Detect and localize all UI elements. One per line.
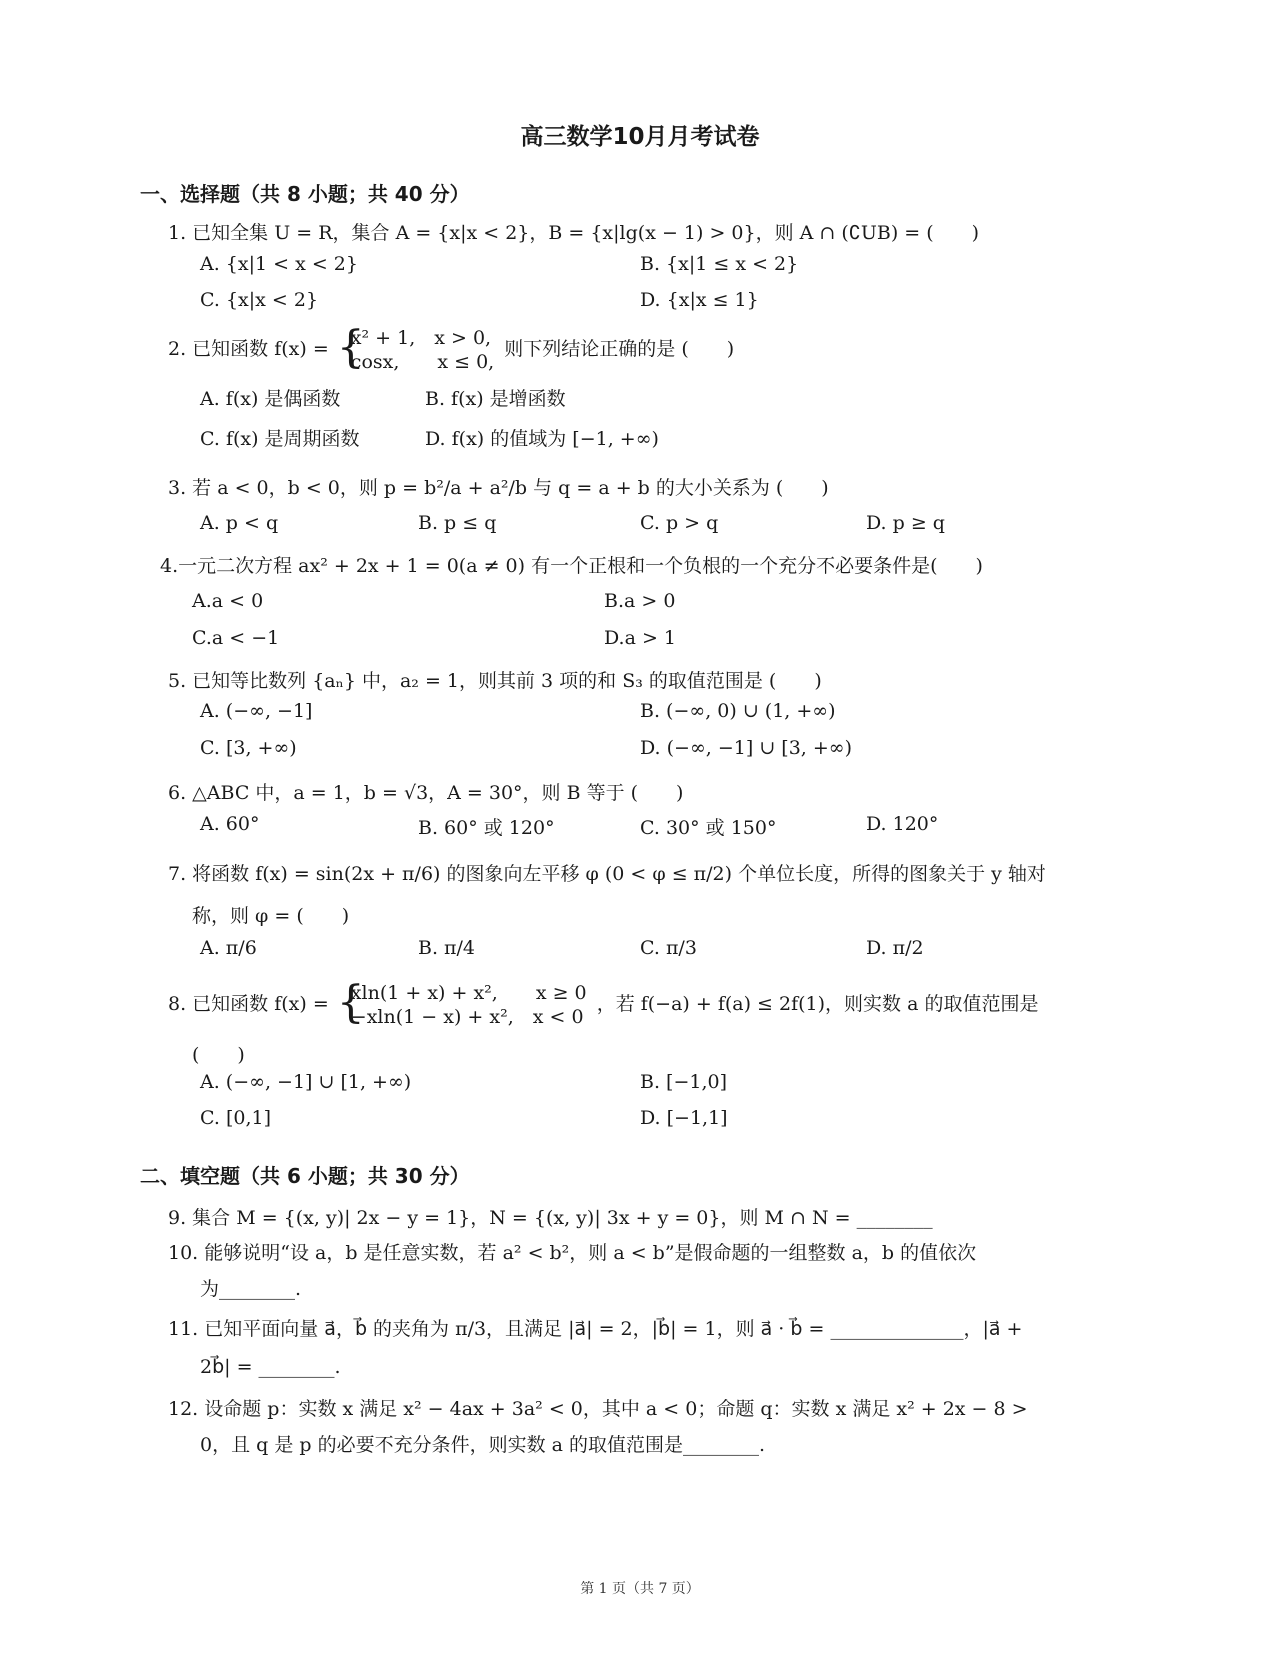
option-4a: A.a < 0 xyxy=(192,590,264,612)
option-5d: D. (−∞, −1] ∪ [3, +∞) xyxy=(640,737,853,759)
option-7a: A. π/6 xyxy=(200,937,257,959)
section-heading-fill: 二、填空题（共 6 小题；共 30 分） xyxy=(140,1164,470,1188)
option-7d: D. π/2 xyxy=(866,937,924,959)
question-8-post: ，若 f(−a) + f(a) ≤ 2f(1)，则实数 a 的取值范围是 xyxy=(596,993,1039,1015)
question-12-line2: 0，且 q 是 p 的必要不充分条件，则实数 a 的取值范围是________. xyxy=(200,1434,766,1456)
option-5c: C. [3, +∞) xyxy=(200,737,297,759)
option-8c: C. [0,1] xyxy=(200,1107,271,1129)
question-3: 3. 若 a < 0，b < 0，则 p = b²/a + a²/b 与 q = a + b 的大小关系为 ( ) xyxy=(168,477,829,499)
option-8b: B. [−1,0] xyxy=(640,1071,728,1093)
question-8 xyxy=(168,981,1038,1029)
page-footer: 第 1 页（共 7 页） xyxy=(580,1581,700,1597)
question-2-pre: 2. 已知函数 f(x) = xyxy=(168,338,329,360)
question-1: 1. 已知全集 U = R，集合 A = {x|x < 2}，B = {x|lg(x − 1) > 0}，则 A ∩ (∁UB) = ( ) xyxy=(168,222,980,244)
question-11-line1: 11. 已知平面向量 a⃗，b⃗ 的夹角为 π/3，且满足 |a⃗| = 2，|b⃗| = 1，则 a⃗ · b⃗ = ______________，|a⃗ + xyxy=(168,1318,1023,1340)
question-8-case1: { xln(1 + x) + x², x ≥ 0 xyxy=(350,982,587,1004)
option-2d: D. f(x) 的值域为 [−1, +∞) xyxy=(425,428,659,450)
section-heading-choice: 一、选择题（共 8 小题；共 40 分） xyxy=(140,182,470,206)
question-2-piecewise xyxy=(339,326,494,374)
option-6c: C. 30° 或 150° xyxy=(640,817,777,839)
question-8-line2: ( ) xyxy=(192,1044,245,1066)
option-4d: D.a > 1 xyxy=(604,627,677,649)
option-8d: D. [−1,1] xyxy=(640,1107,728,1129)
option-3b: B. p ≤ q xyxy=(418,512,497,534)
question-11-line2: 2b⃗| = ________. xyxy=(200,1356,341,1378)
option-7b: B. π/4 xyxy=(418,937,476,959)
question-9: 9. 集合 M = {(x, y)| 2x − y = 1}，N = {(x, y)| 3x + y = 0}，则 M ∩ N = ________ xyxy=(168,1207,933,1229)
exam-title: 高三数学10月月考试卷 xyxy=(520,124,760,150)
question-2-post: 则下列结论正确的是 ( ) xyxy=(504,338,735,360)
option-4c: C.a < −1 xyxy=(192,627,280,649)
question-12-line1: 12. 设命题 p：实数 x 满足 x² − 4ax + 3a² < 0，其中 a < 0；命题 q：实数 x 满足 x² + 2x − 8 > xyxy=(168,1398,1028,1420)
option-6a: A. 60° xyxy=(200,813,260,835)
option-8a: A. (−∞, −1] ∪ [1, +∞) xyxy=(200,1071,412,1093)
option-5a: A. (−∞, −1] xyxy=(200,700,313,722)
question-10-line2: 为________. xyxy=(200,1278,302,1300)
option-1c: C. {x|x < 2} xyxy=(200,289,319,311)
question-8-case2: −xln(1 − x) + x², x < 0 xyxy=(350,1006,584,1028)
option-1d: D. {x|x ≤ 1} xyxy=(640,289,759,311)
question-8-piecewise xyxy=(339,981,587,1029)
question-6: 6. △ABC 中，a = 1，b = √3，A = 30°，则 B 等于 ( ) xyxy=(168,782,684,804)
question-7-line1: 7. 将函数 f(x) = sin(2x + π/6) 的图象向左平移 φ (0 < φ ≤ π/2) 个单位长度，所得的图象关于 y 轴对 xyxy=(168,863,1046,885)
option-1a: A. {x|1 < x < 2} xyxy=(200,253,358,275)
option-6b: B. 60° 或 120° xyxy=(418,817,555,839)
question-2-case2: cosx, x ≤ 0, xyxy=(350,351,495,373)
option-3d: D. p ≥ q xyxy=(866,512,945,534)
option-2a: A. f(x) 是偶函数 xyxy=(200,388,341,410)
question-2-case1: { x² + 1, x > 0, xyxy=(350,327,492,349)
question-10-line1: 10. 能够说明“设 a，b 是任意实数，若 a² < b²，则 a < b”是假命题的一组整数 a，b 的值依次 xyxy=(168,1242,977,1264)
option-1b: B. {x|1 ≤ x < 2} xyxy=(640,253,799,275)
option-7c: C. π/3 xyxy=(640,937,697,959)
option-3a: A. p < q xyxy=(200,512,279,534)
option-2c: C. f(x) 是周期函数 xyxy=(200,428,360,450)
question-7-line2: 称，则 φ = ( ) xyxy=(192,905,350,927)
question-8-pre: 8. 已知函数 f(x) = xyxy=(168,993,329,1015)
option-3c: C. p > q xyxy=(640,512,719,534)
option-6d: D. 120° xyxy=(866,813,939,835)
option-4b: B.a > 0 xyxy=(604,590,676,612)
option-5b: B. (−∞, 0) ∪ (1, +∞) xyxy=(640,700,836,722)
question-4: 4.一元二次方程 ax² + 2x + 1 = 0(a ≠ 0) 有一个正根和一个负根的一个充分不必要条件是( ) xyxy=(160,555,983,577)
question-2 xyxy=(168,326,734,374)
question-5: 5. 已知等比数列 {aₙ} 中，a₂ = 1，则其前 3 项的和 S₃ 的取值范围是 ( ) xyxy=(168,670,822,692)
option-2b: B. f(x) 是增函数 xyxy=(425,388,566,410)
